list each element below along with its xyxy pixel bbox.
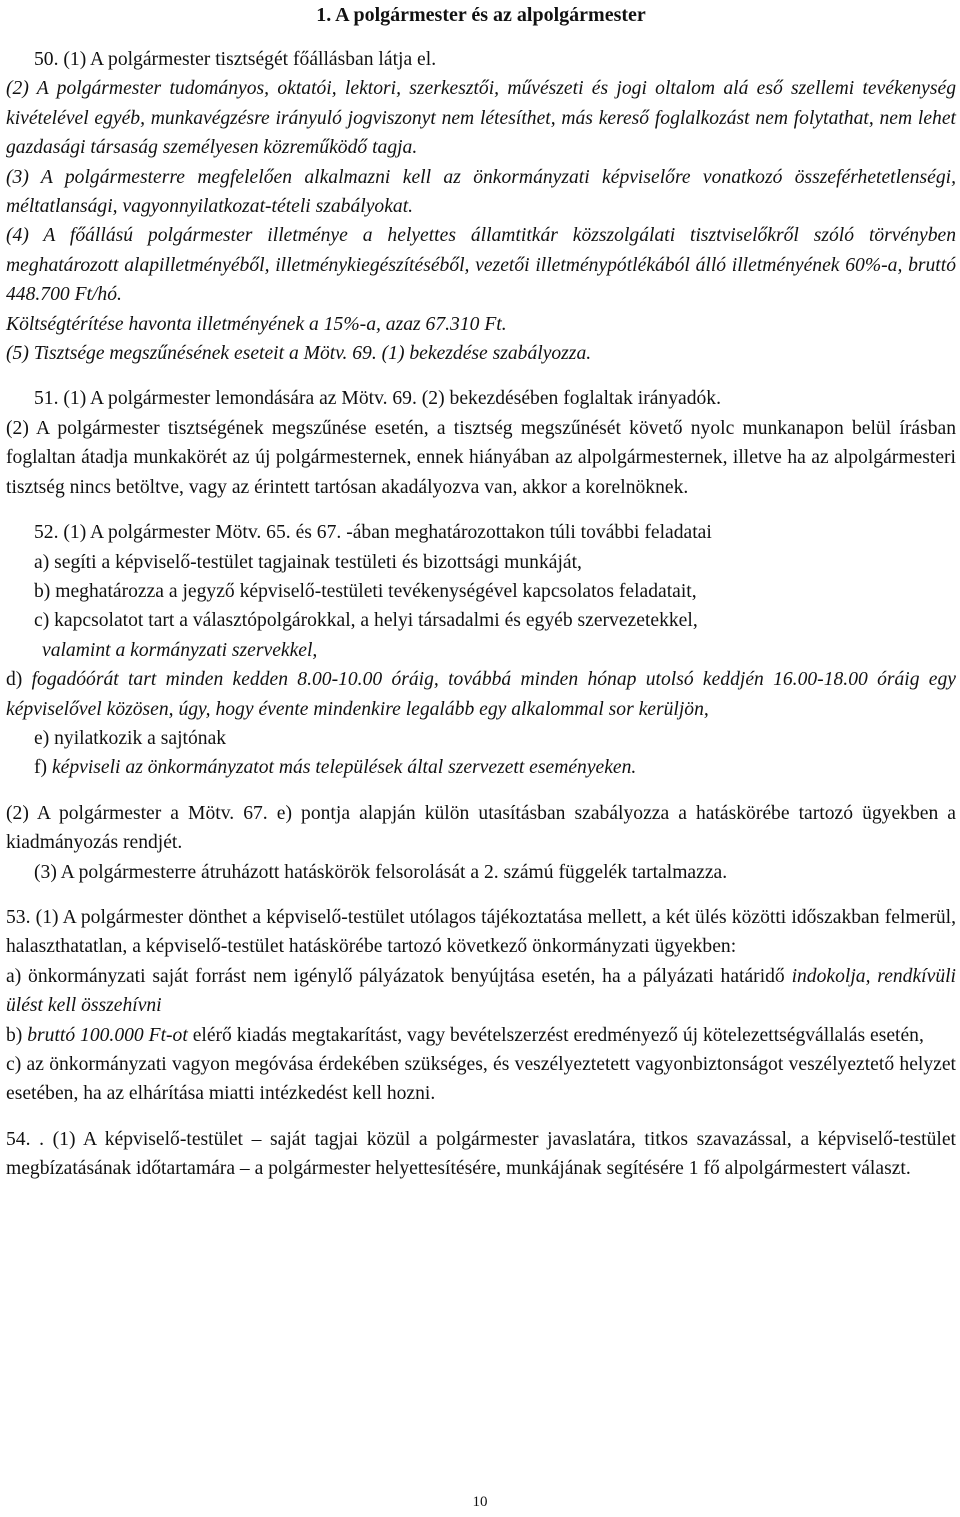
s52-item-f [6, 753, 956, 782]
s52-item-d-text: fogadóórát tart minden kedden 8.00-10.00 óráig, továbbá minden hónap utolsó keddjén 16.00-18.00 óráig egy képviselővel közösen, úgy, hogy évente mindenkire legalább egy alkalommal sor kerüljön, [6, 669, 956, 720]
s50-p3: (3) A polgármesterre megfelelően alkalmazni kell az önkormányzati képviselőre vonatkozó összeférhetetlenségi, méltatlansági, vagyonnyilatkozat-tételi szabályokat. [6, 166, 956, 218]
s52-item-f-label: f) [34, 757, 52, 779]
s50-p6: (5) Tisztsége megszűnésének eseteit a Mötv. 69. (1) bekezdése szabályozza. [6, 343, 592, 365]
s50-p4: (4) A főállású polgármester illetménye a helyettes államtitkár közszolgálati tisztviselőkről szóló törvényben meghatározott alapilletményéből, illetménykiegészítéséből, vezetői illetménypótlékából álló illetményének 60%-a, bruttó 448.700 Ft/hó. [6, 225, 956, 306]
s52-item-a: a) segíti a képviselő-testület tagjainak testületi és bizottsági munkáját, [34, 551, 582, 573]
s53-item-b-label: b) [6, 1024, 28, 1046]
s53-item-a-italic: indokolja, rendkívüli ülést kell összehívni [6, 965, 957, 1017]
s54-p1: 54. . (1) A képviselő-testület – saját tagjai közül a polgármester javaslatára, titkos szavazással, a képviselő-testület megbízatásának időtartamára – a polgármester helyettesítésére, munkájának segítésére 1 fő alpolgármestert választ. [6, 1128, 956, 1180]
s53-item-b [6, 1021, 956, 1050]
s52-p3: (3) A polgármesterre átruházott hatáskörök felsorolását a 2. számú függelék tartalmazza. [34, 861, 728, 883]
s52-p2: (2) A polgármester a Mötv. 67. e) pontja alapján külön utasításban szabályozza a hatáskörébe tartozó ügyekben a kiadmányozás rendjét. [6, 802, 956, 854]
s52-item-c: c) kapcsolatot tart a választópolgárokkal, a helyi társadalmi és egyéb szervezetekkel, [34, 610, 698, 632]
page-number: 10 [472, 1494, 488, 1510]
s50-p1: 50. (1) A polgármester tisztségét főállásban látja el. [34, 49, 437, 70]
s52-item-d-label: d) [6, 669, 32, 691]
s52-item-b: b) meghatározza a jegyző képviselő-testületi tevékenységével kapcsolatos feladatait, [34, 580, 697, 602]
s51-p1: 51. (1) A polgármester lemondására az Mötv. 69. (2) bekezdésében foglaltak irányadók. [34, 388, 721, 410]
s53-item-b-italic: bruttó 100.000 Ft-ot [27, 1024, 188, 1046]
s53-item-a-text: a) önkormányzati saját forrást nem igénylő pályázatok benyújtása esetén, ha a pályázati határidő [6, 965, 792, 987]
section-heading: 1. A polgármester és az alpolgármester [316, 4, 646, 26]
s51-p2: (2) A polgármester tisztségének megszűnése esetén, a tisztség megszűnését követő nyolc munkanapon belül írásban foglaltan átadja munkakörét az új polgármesternek, ennek hiányában az alpolgármesternek, illetve ha az alpolgármesteri tisztség nincs betöltve, vagy az érintett tartósan akadályozva van, akkor a korelnöknek. [6, 417, 956, 498]
s52-item-f-text: képviseli az önkormányzatot más település [51, 757, 385, 779]
s52-item-e: e) nyilatkozik a sajtónak [34, 727, 227, 749]
s53-p1: 53. (1) A polgármester dönthet a képviselő-testület utólagos tájékoztatása mellett, a két ülés közötti időszakban felmerül, halaszthatatlan, a képviselő-testület hatáskörébe tartozó következő önkormányzati ügyekben: [6, 906, 956, 958]
s53-item-c: c) az önkormányzati vagyon megóvása érdekében szükséges, és veszélyeztetett vagyonbiztonságot veszélyeztető helyzet esetében, ha az elhárítása miatti intézkedést kell hozni. [6, 1054, 956, 1105]
s50-p5: Költségtérítése havonta illetményének a 15%-a, azaz 67.310 Ft. [6, 313, 507, 335]
s52-item-d [6, 665, 956, 724]
s52-item-f-text-end: ek által szervezett eseményeken. [384, 757, 637, 779]
s50-p2: (2) A polgármester tudományos, oktatói, lektori, szerkesztői, művészeti és jogi oltalom alá eső szellemi tevékenység kivételével egyéb, munkavégzésre irányuló jogviszonyt nem létesíthet, más kereső foglalkozást nem folytathat, nem lehet gazdasági társaság személyesen közreműködő tagja. [6, 78, 956, 159]
s52-p1: 52. (1) A polgármester Mötv. 65. és 67. -ában meghatározottakon túli további feladatai [34, 522, 712, 544]
document-page [6, 0, 956, 1184]
s53-item-b-text: elérő kiadás megtakarítást, vagy bevételszerzést eredményező új kötelezettségvállalás esetén, [187, 1024, 924, 1046]
s52-item-c-cont: valamint a kormányzati szervekkel, [42, 639, 318, 661]
s53-item-a [6, 962, 956, 1021]
